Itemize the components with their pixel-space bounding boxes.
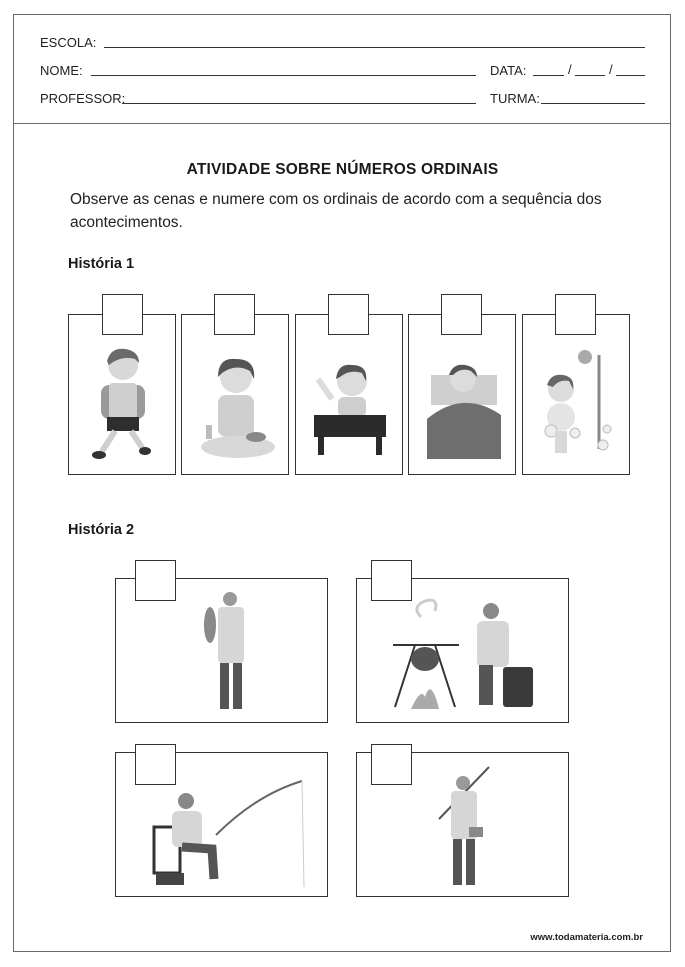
story1-title: História 1 (68, 256, 135, 272)
name-label: NOME: (40, 63, 83, 78)
teacher-field[interactable] (122, 103, 476, 104)
date-day-field[interactable] (533, 75, 564, 76)
story1-answer-box[interactable] (102, 294, 143, 335)
class-label: TURMA: (490, 91, 540, 106)
class-field[interactable] (541, 103, 645, 104)
date-month-field[interactable] (575, 75, 605, 76)
girl-taking-shower-icon (541, 349, 615, 461)
date-separator: / (609, 62, 613, 77)
man-holding-fish-icon (198, 589, 254, 715)
story1-answer-box[interactable] (328, 294, 369, 335)
man-cooking-at-campfire-icon (391, 597, 541, 715)
story1-scene-card (181, 314, 289, 475)
header-divider (13, 123, 671, 124)
man-with-fishing-rod-icon (435, 765, 495, 891)
school-field[interactable] (104, 47, 645, 48)
page-frame (13, 14, 671, 952)
girl-eating-icon (198, 355, 276, 463)
story1-scene-card (408, 314, 516, 475)
story1-answer-box[interactable] (214, 294, 255, 335)
story1-scene-card (68, 314, 176, 475)
school-label: ESCOLA: (40, 35, 97, 50)
instructions: Observe as cenas e numere com os ordinais de acordo com a sequência dos acontecimentos. (70, 191, 602, 231)
story2-answer-box[interactable] (371, 744, 412, 785)
date-year-field[interactable] (616, 75, 645, 76)
story1-answer-box[interactable] (441, 294, 482, 335)
name-field[interactable] (91, 75, 476, 76)
date-label: DATA: (490, 63, 527, 78)
boy-sleeping-in-bed-icon (423, 359, 505, 461)
story2-answer-box[interactable] (135, 744, 176, 785)
story1-scene-card (522, 314, 630, 475)
teacher-label: PROFESSOR: (40, 91, 126, 106)
story2-answer-box[interactable] (135, 560, 176, 601)
boy-at-school-desk-icon (310, 359, 390, 459)
page-title: ATIVIDADE SOBRE NÚMEROS ORDINAIS (186, 161, 499, 178)
story1-scene-card (295, 314, 403, 475)
story2-title: História 2 (68, 522, 135, 538)
date-separator: / (568, 62, 572, 77)
boy-walking-to-school-icon (91, 345, 155, 463)
footer-url: www.todamateria.com.br (530, 932, 643, 943)
man-fishing-seated-icon (146, 775, 306, 893)
story1-answer-box[interactable] (555, 294, 596, 335)
story2-answer-box[interactable] (371, 560, 412, 601)
